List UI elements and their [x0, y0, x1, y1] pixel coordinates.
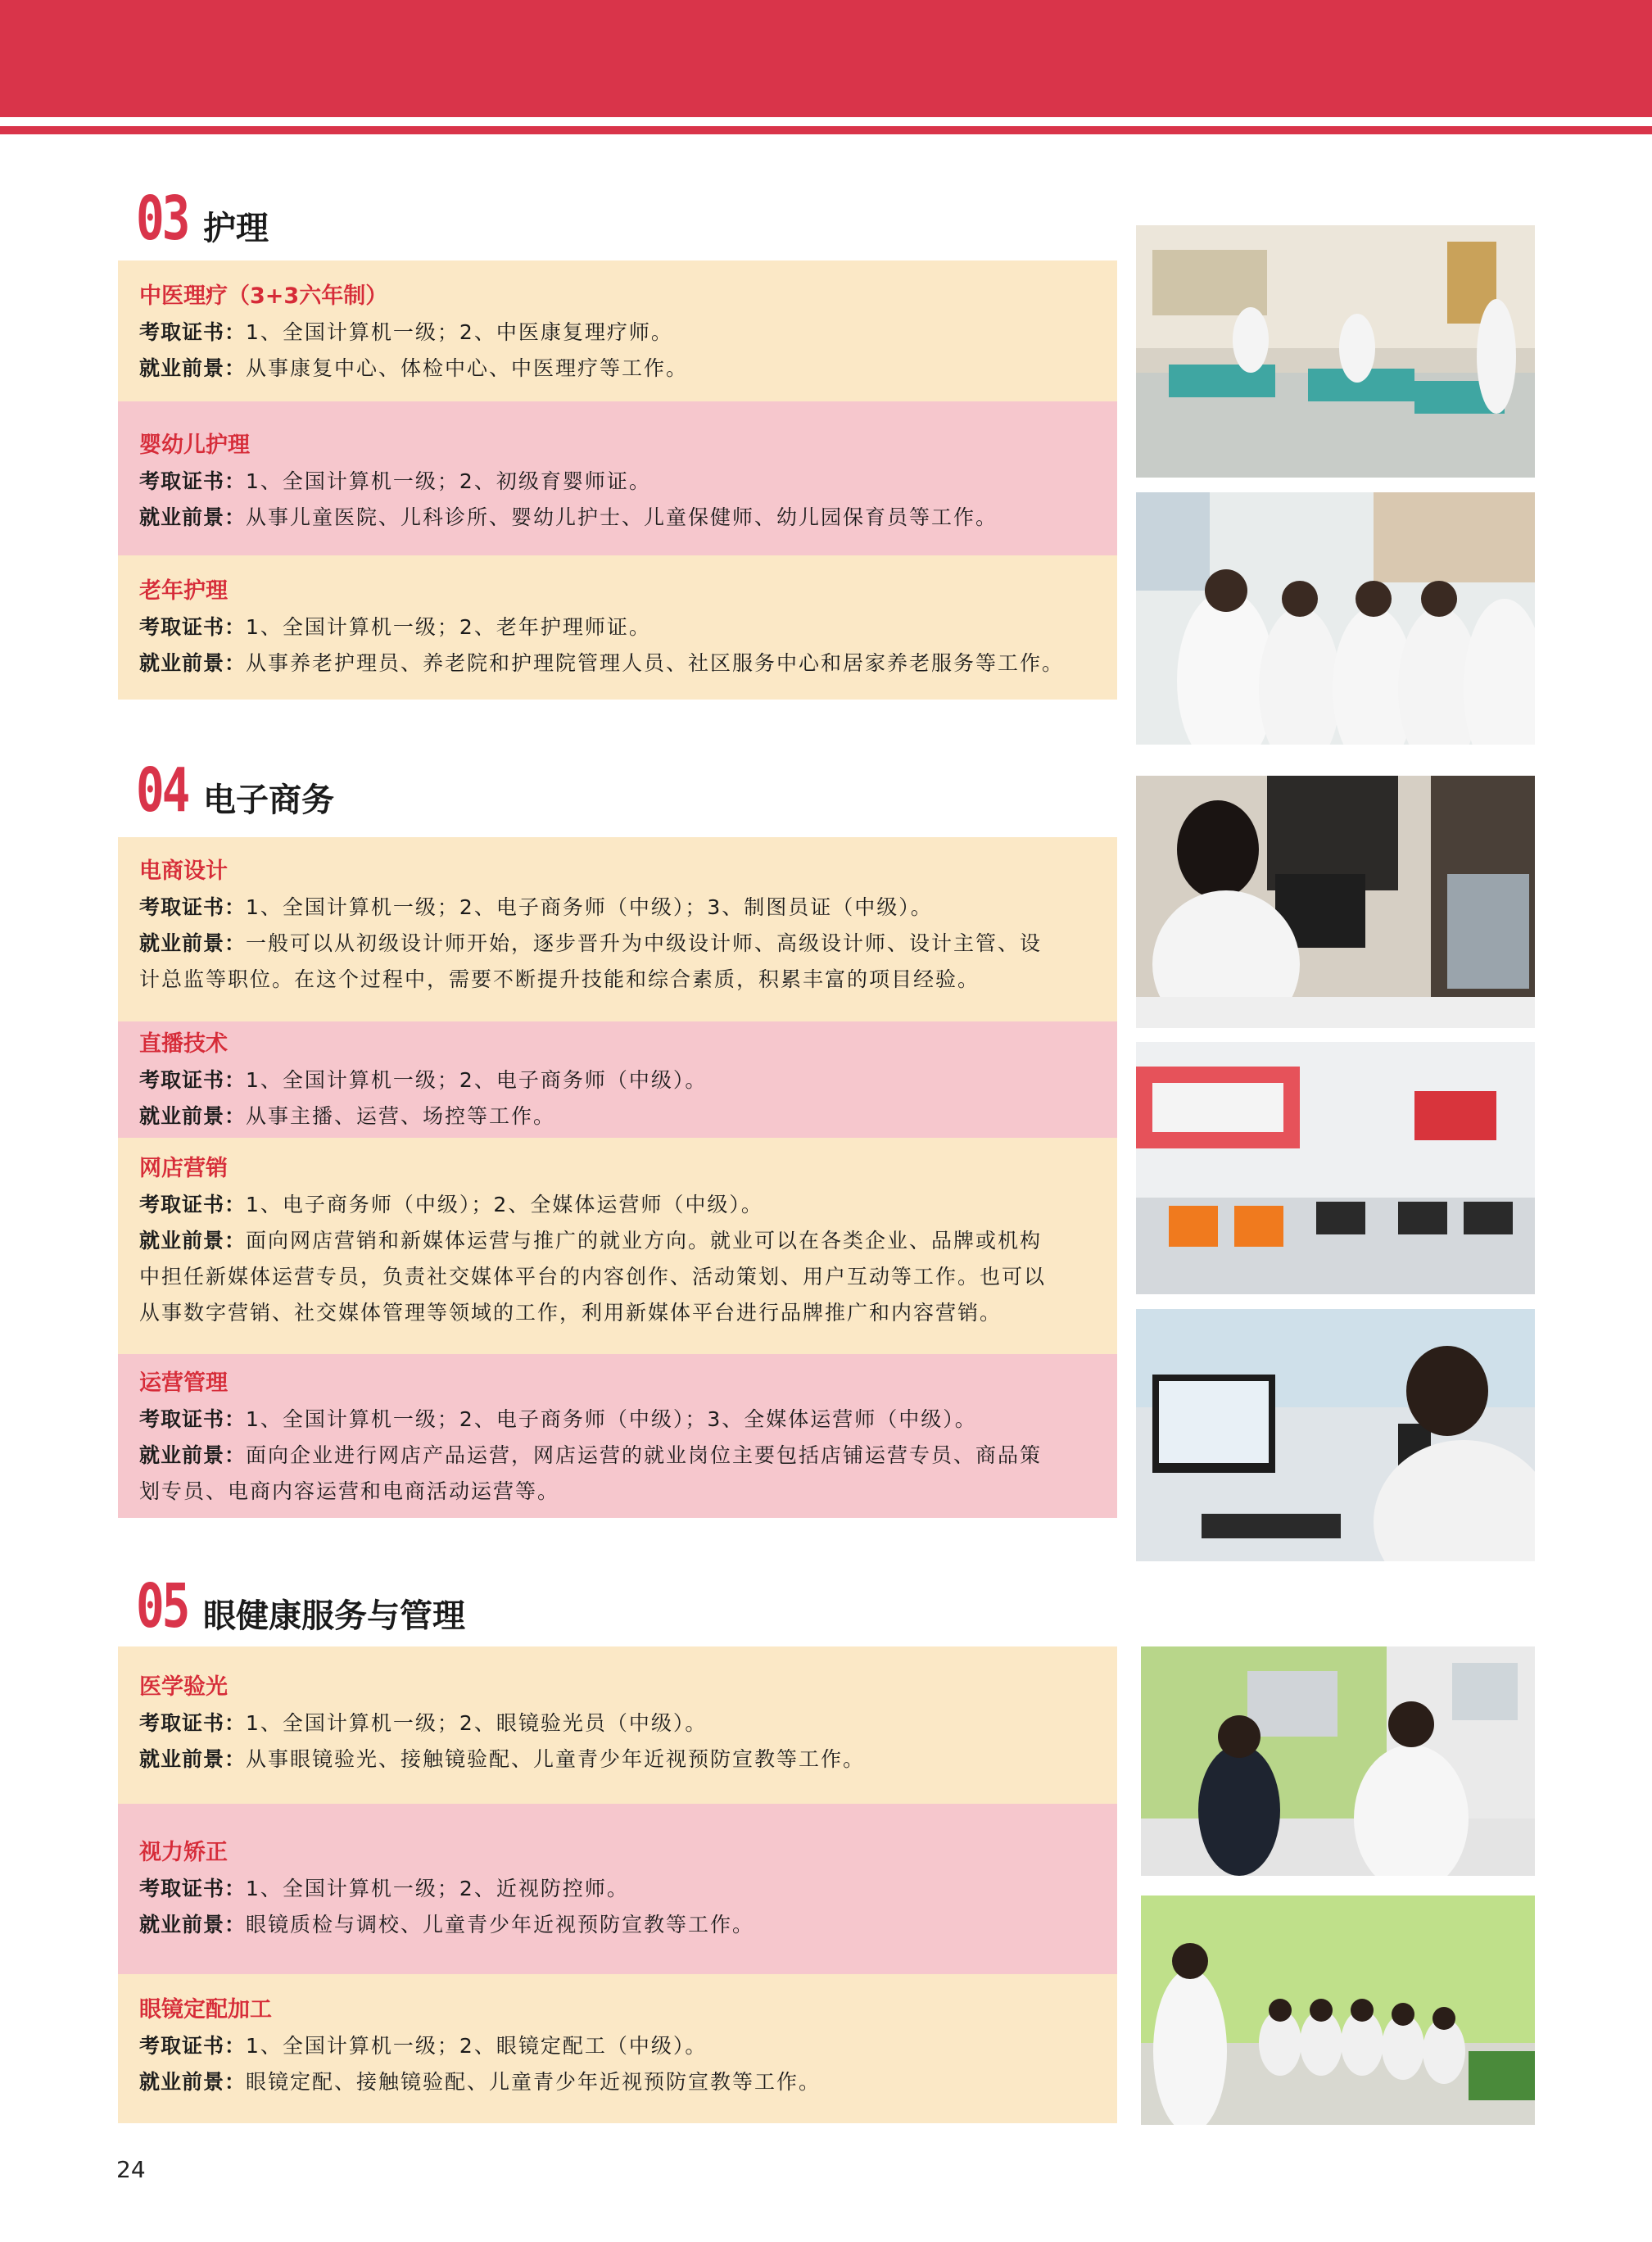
- header-band: [0, 0, 1652, 117]
- career-line: [139, 351, 1096, 387]
- program-title: 中医理疗（3+3六年制）: [139, 283, 388, 309]
- career-label: 就业前景：: [139, 2070, 247, 2094]
- certificate-label: 考取证书：: [139, 615, 247, 639]
- program-title: 运营管理: [139, 1370, 228, 1396]
- career-text: 一般可以从初级设计师开始，逐步晋升为中级设计师、高级设计师、设计主管、设: [246, 931, 1043, 955]
- career-line: [139, 500, 1096, 536]
- program-title: 直播技术: [139, 1031, 228, 1057]
- photo-tcm-treatment-room: [1136, 225, 1535, 478]
- program-block-operations-management: [118, 1354, 1117, 1518]
- program-block-tcm-physiotherapy: [118, 260, 1117, 401]
- career-text: 从事康复中心、体检中心、中医理疗等工作。: [246, 356, 689, 380]
- career-text: 眼镜定配、接触镜验配、儿童青少年近视预防宣教等工作。: [246, 2070, 821, 2094]
- photo-operations-workstation: [1136, 1309, 1535, 1561]
- career-line: [139, 1907, 1096, 1943]
- certificate-label: 考取证书：: [139, 320, 247, 344]
- career-label: 就业前景：: [139, 651, 247, 675]
- certificate-text: 1、全国计算机一级；2、初级育婴师证。: [246, 469, 651, 493]
- career-label: 就业前景：: [139, 931, 247, 955]
- program-title: 电商设计: [139, 858, 228, 884]
- header-rule: [0, 126, 1652, 134]
- certificate-text: 1、全国计算机一级；2、电子商务师（中级）；3、全媒体运营师（中级）。: [246, 1407, 977, 1431]
- career-label: 就业前景：: [139, 505, 247, 529]
- career-line: [139, 1438, 1096, 1474]
- certificate-text: 1、电子商务师（中级）；2、全媒体运营师（中级）。: [246, 1193, 763, 1216]
- career-text: 从事眼镜验光、接触镜验配、儿童青少年近视预防宣教等工作。: [246, 1747, 866, 1771]
- program-block-online-store-marketing: [118, 1138, 1117, 1354]
- section-name: 护理: [203, 210, 269, 247]
- section-number: 03: [136, 183, 188, 254]
- section-number: 05: [136, 1571, 188, 1642]
- career-label: 就业前景：: [139, 1443, 247, 1467]
- certificate-text: 1、全国计算机一级；2、老年护理师证。: [246, 615, 651, 639]
- career-line-continued: 从事数字营销、社交媒体管理等领域的工作，利用新媒体平台进行品牌推广和内容营销。: [139, 1301, 1003, 1325]
- career-text: 面向网店营销和新媒体运营与推广的就业方向。就业可以在各类企业、品牌或机构: [246, 1229, 1043, 1252]
- certificate-line: [139, 1705, 1096, 1742]
- certificate-line: [139, 1402, 1096, 1438]
- certificate-text: 1、全国计算机一级；2、电子商务师（中级）。: [246, 1068, 708, 1092]
- certificate-line: [139, 315, 1096, 351]
- career-line: [139, 926, 1096, 962]
- page-number: 24: [116, 2156, 146, 2183]
- career-line-continued: 计总监等职位。在这个过程中，需要不断提升技能和综合素质，积累丰富的项目经验。: [139, 967, 980, 991]
- section-title-ecommerce: [136, 755, 334, 826]
- program-block-medical-optometry: [118, 1646, 1117, 1804]
- career-line: [139, 645, 1096, 682]
- photo-infant-care-practice: [1136, 492, 1535, 745]
- career-line-continued: 划专员、电商内容运营和电商活动运营等。: [139, 1479, 560, 1503]
- program-block-infant-care: [118, 401, 1117, 555]
- program-title: 婴幼儿护理: [139, 433, 250, 458]
- certificate-label: 考取证书：: [139, 1068, 247, 1092]
- section-title-nursing: [136, 183, 269, 254]
- certificate-text: 1、全国计算机一级；2、近视防控师。: [246, 1877, 629, 1900]
- program-title: 老年护理: [139, 578, 228, 604]
- program-title: 医学验光: [139, 1674, 228, 1700]
- career-label: 就业前景：: [139, 356, 247, 380]
- certificate-label: 考取证书：: [139, 895, 247, 919]
- certificate-line: [139, 1187, 1096, 1223]
- certificate-line: [139, 609, 1096, 645]
- career-line-continued: 中担任新媒体运营专员，负责社交媒体平台的内容创作、活动策划、用户互动等工作。也可以: [139, 1265, 1047, 1289]
- career-text: 从事主播、运营、场控等工作。: [246, 1104, 556, 1128]
- career-label: 就业前景：: [139, 1913, 247, 1936]
- certificate-line: [139, 464, 1096, 500]
- program-block-ecommerce-design: [118, 837, 1117, 1021]
- certificate-text: 1、全国计算机一级；2、眼镜验光员（中级）。: [246, 1711, 708, 1735]
- certificate-line: [139, 1871, 1096, 1907]
- certificate-text: 1、全国计算机一级；2、眼镜定配工（中级）。: [246, 2034, 708, 2058]
- certificate-line: [139, 2028, 1096, 2064]
- photo-live-streaming-lab: [1136, 1042, 1535, 1294]
- career-line: [139, 2064, 1096, 2100]
- section-name: 电子商务: [203, 781, 334, 819]
- certificate-label: 考取证书：: [139, 1711, 247, 1735]
- certificate-label: 考取证书：: [139, 469, 247, 493]
- program-title: 视力矫正: [139, 1840, 228, 1865]
- certificate-label: 考取证书：: [139, 1877, 247, 1900]
- certificate-label: 考取证书：: [139, 1193, 247, 1216]
- program-block-eyeglass-fitting: [118, 1974, 1117, 2123]
- program-block-live-streaming: [118, 1021, 1117, 1138]
- photo-ecommerce-design-studio: [1136, 776, 1535, 1028]
- certificate-line: [139, 890, 1096, 926]
- certificate-label: 考取证书：: [139, 1407, 247, 1431]
- program-block-vision-correction: [118, 1804, 1117, 1974]
- section-name: 眼健康服务与管理: [203, 1597, 465, 1635]
- career-label: 就业前景：: [139, 1747, 247, 1771]
- career-text: 从事养老护理员、养老院和护理院管理人员、社区服务中心和居家养老服务等工作。: [246, 651, 1065, 675]
- certificate-text: 1、全国计算机一级；2、中医康复理疗师。: [246, 320, 673, 344]
- career-text: 从事儿童医院、儿科诊所、婴幼儿护士、儿童保健师、幼儿园保育员等工作。: [246, 505, 998, 529]
- photo-optometry-exam: [1141, 1646, 1535, 1876]
- section-title-eye-health: [136, 1571, 465, 1642]
- photo-eye-health-class: [1141, 1896, 1535, 2125]
- career-label: 就业前景：: [139, 1229, 247, 1252]
- certificate-line: [139, 1062, 1096, 1098]
- career-text: 面向企业进行网店产品运营，网店运营的就业岗位主要包括店铺运营专员、商品策: [246, 1443, 1043, 1467]
- program-title: 网店营销: [139, 1156, 228, 1181]
- program-title: 眼镜定配加工: [139, 1997, 272, 2022]
- career-line: [139, 1742, 1096, 1778]
- certificate-text: 1、全国计算机一级；2、电子商务师（中级）；3、制图员证（中级）。: [246, 895, 933, 919]
- career-line: [139, 1098, 1096, 1135]
- career-label: 就业前景：: [139, 1104, 247, 1128]
- program-block-elderly-care: [118, 555, 1117, 700]
- section-number: 04: [136, 755, 188, 826]
- career-line: [139, 1223, 1096, 1259]
- certificate-label: 考取证书：: [139, 2034, 247, 2058]
- career-text: 眼镜质检与调校、儿童青少年近视预防宣教等工作。: [246, 1913, 755, 1936]
